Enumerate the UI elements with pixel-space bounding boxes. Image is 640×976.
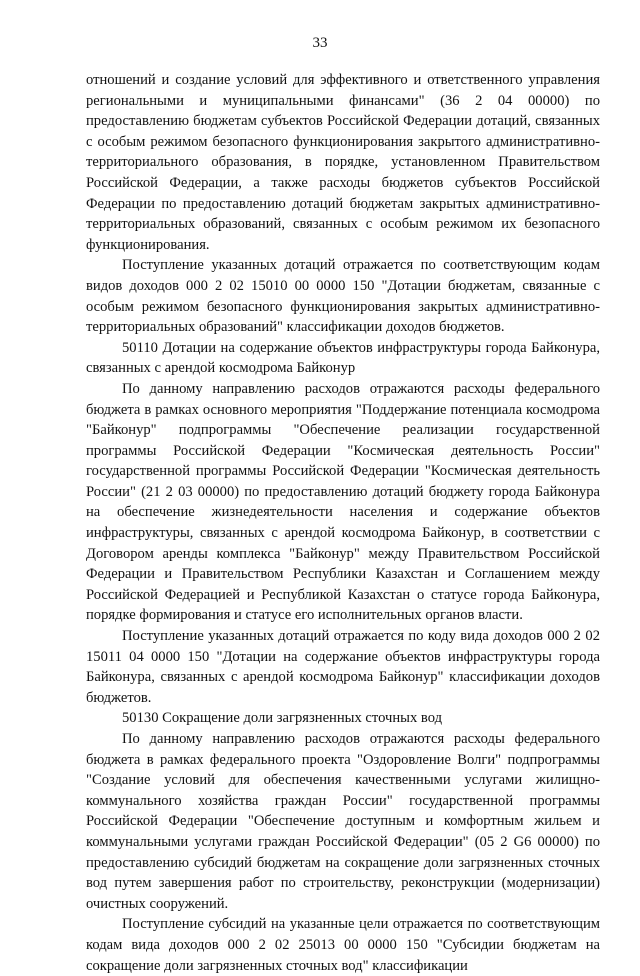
section-heading-50130: 50130 Сокращение доли загрязненных сточных вод (122, 710, 442, 727)
page-body (86, 70, 600, 976)
paragraph-dotations-income-codes: Поступление указанных дотаций отражается по соответствующим кодам видов доходов 000 2 02 15010 00 0000 150 "Дотации бюджетам, связанные с особым режимом безопасного функционирования закрытых административно-территориальных образований" классификации доходов бюджетов. (86, 257, 600, 336)
paragraph-baikonur-income-codes: Поступление указанных дотаций отражается по коду вида доходов 000 2 02 15011 04 0000 150 "Дотации на содержание объектов инфраструктуры города Байконура, связанных с арендой космодрома Байконур" классификации доходов бюджетов. (86, 628, 600, 706)
page-number: 33 (312, 35, 328, 51)
paragraph-baikonur-expenses: По данному направлению расходов отражаются расходы федерального бюджета в рамках основного мероприятия "Поддержание потенциала космодрома "Байконур" подпрограммы "Обеспечение реализации государственной программы Российской Федерации "Космическая деятельность России" государственной программы Российской Федерации "Космическая деятельность России" (21 2 03 00000) по предоставлению дотаций бюджету города Байконура на обеспечение жизнедеятельности населения и содержание объектов инфраструктуры, связанных с арендой космодрома Байконур, в соответствии с Договором аренды комплекса "Байконур" между Правительством Российской Федерации и Правительством Республики Казахстан и Соглашением между Российской Федерацией и Республикой Казахстан о статусе города Байконура, порядке формирования и статусе его исполнительных органов власти. (86, 380, 600, 624)
paragraph-wastewater-expenses: По данному направлению расходов отражаются расходы федерального бюджета в рамках федерального проекта "Оздоровление Волги" подпрограммы "Создание условий для обеспечения качественными услугами жилищно-коммунального хозяйства граждан России" государственной программы Российской Федерации "Обеспечение доступным и комфортным жильем и коммунальными услугами граждан Российской Федерации" (05 2 G6 00000) по предоставлению субсидий бюджетам на сокращение доли загрязненных сточных вод путем завершения работ по строительству, реконструкции (модернизации) очистных сооружений. (86, 731, 600, 912)
section-heading-50110: 50110 Дотации на содержание объектов инфраструктуры города Байконура, связанных с арендой космодрома Байконур (86, 339, 600, 377)
paragraph-wastewater-income-codes: Поступление субсидий на указанные цели отражается по соответствующим кодам вида доходов 000 2 02 25013 00 0000 150 "Субсидии бюджетам на сокращение доли загрязненных сточных вод" классификации (86, 916, 600, 974)
paragraph-continuation: отношений и создание условий для эффективного и ответственного управления региональными и муниципальными финансами" (36 2 04 00000) по предоставлению бюджетам субъектов Российской Федерации дотаций, связанных с особым режимом безопасного функционирования закрытого административно-территориального образования, в порядке, установленном Правительством Российской Федерации, а также расходы бюджетов субъектов Российской Федерации по предоставлению дотаций бюджетам закрытых административно-территориальных образований, связанных с особым режимом их безопасного функционирования. (86, 72, 600, 253)
